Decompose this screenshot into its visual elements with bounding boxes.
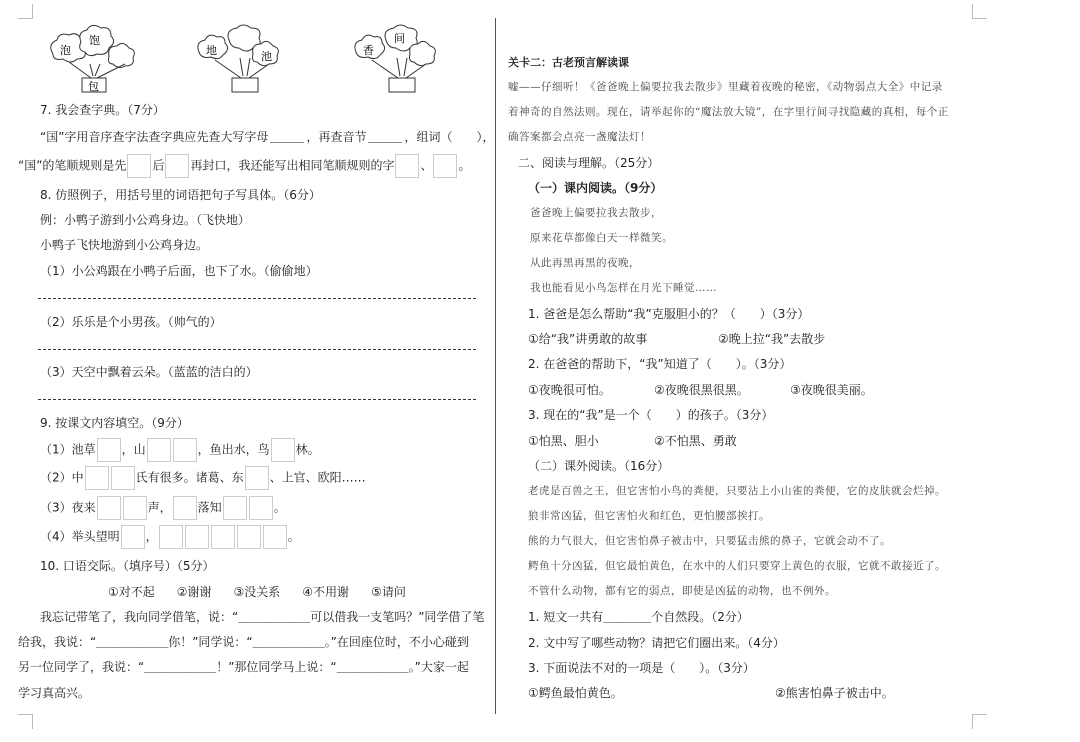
reading-q1-option-b[interactable]: ②晚上拉“我”去散步 <box>718 332 826 346</box>
reading-q1-option-a[interactable]: ①给“我”讲勇敢的故事 <box>528 332 648 346</box>
story-q3-option-b[interactable]: ②熊害怕鼻子被击中。 <box>775 686 894 700</box>
story-q3-option-a[interactable]: ①鳄鱼最怕黄色。 <box>528 686 623 700</box>
reading-q2-option-a[interactable]: ①夜晚很可怕。 <box>528 383 611 397</box>
char-box[interactable] <box>127 154 151 178</box>
q7-line-1 <box>40 128 494 145</box>
q9-text: （1）池草 <box>40 442 96 457</box>
word-tree-1 <box>45 24 145 94</box>
reading-q2-option-b[interactable]: ②夜晚很黑很黑。 <box>654 383 749 397</box>
story-paragraph: 狼非常凶猛，但它害怕火和红色，更怕腰部挨打。 <box>528 510 770 522</box>
q9-text: （4）举头望明 <box>40 529 120 544</box>
q7-text: ，再查音节 <box>306 130 367 144</box>
q7-line-2 <box>18 154 471 178</box>
q8-item-1: （1）小公鸡跟在小鸭子后面，也下了水。（偷偷地） <box>40 264 318 278</box>
q7-text: “国”字用音序查字法查字典应先查大写字母 <box>40 130 269 144</box>
reading-q3: 3. 现在的“我”是一个（ ）的孩子。（3分） <box>528 408 774 422</box>
answer-line[interactable] <box>38 349 476 350</box>
q8-example: 例：小鸭子游到小公鸡身边。（飞快地） <box>40 213 251 227</box>
q9-text: 林。 <box>295 442 320 457</box>
q9-text: 落知 <box>197 500 222 515</box>
q7-title: 7. 我会查字典。（7分） <box>40 103 165 117</box>
crop-mark-bottom-right <box>972 714 987 729</box>
crop-mark-top-left <box>18 4 33 19</box>
q9-text: 、上官、欧阳…… <box>269 470 366 485</box>
q10-paragraph-line-4: 学习真高兴。 <box>18 686 91 700</box>
story-q3: 3. 下面说法不对的一项是（ ）。（3分） <box>528 661 755 675</box>
reading-q1: 1. 爸爸是怎么帮助“我”克服胆小的？（ ）（3分） <box>528 307 810 321</box>
char-box[interactable] <box>185 525 209 549</box>
char-box[interactable] <box>159 525 183 549</box>
q8-item-2: （2）乐乐是个小男孩。（帅气的） <box>40 315 222 329</box>
q9-text: （3）夜来 <box>40 500 96 515</box>
q9-text: ， <box>145 529 158 544</box>
poem-line: 爸爸晚上偏要拉我去散步， <box>530 207 662 219</box>
q10-title: 10. 口语交际。（填序号）（5分） <box>40 559 215 573</box>
char-box[interactable] <box>249 496 273 520</box>
q7-text: 再封口，我还能写出相同笔顺规则的字 <box>190 158 395 173</box>
q10-paragraph-line-3: 另一位同学了，我说：“＿＿＿＿＿＿！”那位同学马上说：“＿＿＿＿＿＿。”大家一起 <box>18 660 469 674</box>
tree-trunk-text: 包 <box>88 80 99 93</box>
level-title: 关卡二：古老预言解读课 <box>508 56 629 69</box>
q9-text: 声， <box>147 500 172 515</box>
q10-paragraph-line-1: 我忘记带笔了，我向同学借笔，说：“＿＿＿＿＿＿可以借我一支笔吗？”同学借了笔 <box>40 610 485 624</box>
q9-text: ，鱼出水，鸟 <box>197 442 270 457</box>
char-box[interactable] <box>211 525 235 549</box>
answer-blank[interactable] <box>270 132 304 143</box>
intro-line-2: 着神奇的自然法则。现在，请举起你的“魔法放大镜”，在字里行间寻找隐藏的真相，每个正 <box>508 106 949 118</box>
q8-item-3: （3）天空中飘着云朵。（蓝蓝的洁白的） <box>40 365 258 379</box>
char-box[interactable] <box>433 154 457 178</box>
char-box[interactable] <box>111 466 135 490</box>
intro-line-3: 确答案都会点亮一盏魔法灯！ <box>508 131 651 143</box>
q10-option: ①对不起 <box>108 585 155 599</box>
poem-line: 从此再黑再黑的夜晚， <box>530 257 640 269</box>
q7-text: 、 <box>420 158 433 173</box>
q10-option: ④不用谢 <box>302 585 350 599</box>
tree-leaf-text: 香 <box>363 44 374 57</box>
subsection-1-title: （一）课内阅读。（9分） <box>528 181 663 195</box>
answer-line[interactable] <box>38 298 476 299</box>
q10-paragraph-line-2: 给我，我说：“＿＿＿＿＿＿你！”同学说：“＿＿＿＿＿＿。”在回座位时，不小心碰到 <box>18 635 469 649</box>
q10-option: ②谢谢 <box>176 585 212 599</box>
char-box[interactable] <box>271 438 295 462</box>
crop-mark-top-right <box>972 4 987 19</box>
q9-item-2 <box>40 466 366 490</box>
char-box[interactable] <box>395 154 419 178</box>
q10-options <box>108 583 406 600</box>
q9-text: （2）中 <box>40 470 84 485</box>
reading-q2-option-c[interactable]: ③夜晚很美丽。 <box>790 383 873 397</box>
tree-leaf-text: 间 <box>394 32 405 45</box>
q7-text: ，组词（ ）， <box>404 130 495 144</box>
q9-item-3 <box>40 496 286 520</box>
tree-leaf-text: 饱 <box>89 34 100 47</box>
q7-text: “国”的笔顺规则是先 <box>18 158 127 173</box>
char-box[interactable] <box>223 496 247 520</box>
char-box[interactable] <box>121 525 145 549</box>
q7-text: 。 <box>458 158 471 173</box>
char-box[interactable] <box>173 496 197 520</box>
q8-example-answer: 小鸭子飞快地游到小公鸡身边。 <box>40 238 209 252</box>
section-2-title: 二、阅读与理解。（25分） <box>518 156 660 170</box>
char-box[interactable] <box>147 438 171 462</box>
story-q2: 2. 文中写了哪些动物？请把它们圈出来。（4分） <box>528 636 785 650</box>
q9-title: 9. 按课文内容填空。（9分） <box>40 416 189 430</box>
story-q1: 1. 短文一共有＿＿＿＿个自然段。（2分） <box>528 610 749 624</box>
q9-item-4 <box>40 525 300 549</box>
crop-mark-bottom-left <box>18 714 33 729</box>
char-box[interactable] <box>123 496 147 520</box>
answer-line[interactable] <box>38 399 476 400</box>
char-box[interactable] <box>97 496 121 520</box>
reading-q3-option-a[interactable]: ①怕黑、胆小 <box>528 434 599 448</box>
subsection-2-title: （二）课外阅读。（16分） <box>528 459 670 473</box>
poem-line: 我也能看见小鸟怎样在月光下睡觉…… <box>530 282 717 294</box>
q9-text: ，山 <box>121 442 146 457</box>
reading-q3-option-b[interactable]: ②不怕黑、勇敢 <box>654 434 737 448</box>
tree-leaf-text: 地 <box>206 44 217 57</box>
tree-leaf-text: 池 <box>261 50 272 63</box>
q9-text: 。 <box>273 500 286 515</box>
q10-option: ⑤请问 <box>371 585 406 599</box>
tree-leaf-text: 泡 <box>60 44 71 57</box>
story-paragraph: 不管什么动物，都有它的弱点，即使是凶猛的动物，也不例外。 <box>528 585 836 597</box>
char-box[interactable] <box>245 466 269 490</box>
poem-line: 原来花草都像白天一样微笑。 <box>530 232 673 244</box>
intro-line-1: 嘘——仔细听！《爸爸晚上偏要拉我去散步》里藏着夜晚的秘密，《动物弱点大全》中记录 <box>508 81 943 93</box>
char-box[interactable] <box>165 154 189 178</box>
q9-item-1 <box>40 438 320 462</box>
q10-option: ③没关系 <box>233 585 281 599</box>
word-tree-3 <box>352 24 452 94</box>
char-box[interactable] <box>237 525 261 549</box>
column-divider <box>495 18 496 714</box>
char-box[interactable] <box>173 438 197 462</box>
story-paragraph: 熊的力气很大，但它害怕鼻子被击中，只要猛击熊的鼻子，它就会动不了。 <box>528 535 891 547</box>
q9-text: 氏有很多。诸葛、东 <box>135 470 244 485</box>
story-paragraph: 老虎是百兽之王，但它害怕小鸟的粪便，只要沾上小山雀的粪便，它的皮肤就会烂掉。 <box>528 485 946 497</box>
q7-text: 后 <box>152 158 165 173</box>
q9-text: 。 <box>287 529 300 544</box>
reading-q2: 2. 在爸爸的帮助下，“我”知道了（ ）。（3分） <box>528 357 792 371</box>
word-tree-2 <box>195 24 295 94</box>
char-box[interactable] <box>263 525 287 549</box>
answer-blank[interactable] <box>368 132 402 143</box>
char-box[interactable] <box>85 466 109 490</box>
char-box[interactable] <box>97 438 121 462</box>
q8-title: 8. 仿照例子，用括号里的词语把句子写具体。（6分） <box>40 188 321 202</box>
story-paragraph: 鳄鱼十分凶猛，但它最怕黄色，在水中的人们只要穿上黄色的衣服，它就不敢接近了。 <box>528 560 946 572</box>
